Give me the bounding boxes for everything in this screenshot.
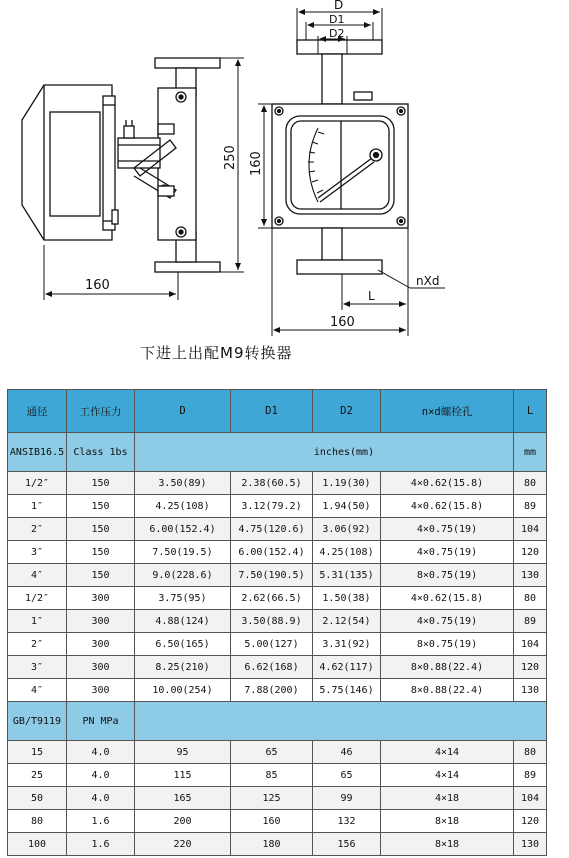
table-cell: 4.25(108) [313,541,381,564]
table-cell: 4×0.75(19) [381,518,514,541]
table-cell: 89 [514,764,547,787]
header-D2: D2 [313,390,381,433]
table-cell: 125 [231,787,313,810]
table-cell: 1.50(38) [313,587,381,610]
table-cell: 4.25(108) [135,495,231,518]
table-cell: 4.0 [67,787,135,810]
header-L: L [514,390,547,433]
table-cell: 3″ [8,541,67,564]
gb-standard: GB/T9119 [8,702,67,741]
table-row [8,472,547,495]
ansi-class: Class 1bs [67,433,135,472]
table-cell: 104 [514,787,547,810]
table-row [8,541,547,564]
table-cell: 160 [231,810,313,833]
table-cell: 6.50(165) [135,633,231,656]
table-cell: 2.12(54) [313,610,381,633]
table-cell: 1/2″ [8,472,67,495]
table-cell: 4″ [8,564,67,587]
ansi-subheader-row [8,433,547,472]
table-cell: 8×0.88(22.4) [381,656,514,679]
dim-250: 250 [223,145,238,170]
table-cell: 2.38(60.5) [231,472,313,495]
table-cell: 50 [8,787,67,810]
table-cell: 3.75(95) [135,587,231,610]
table-cell: 120 [514,656,547,679]
table-row [8,495,547,518]
table-cell: 132 [313,810,381,833]
table-cell: 220 [135,833,231,856]
ansi-section [8,433,547,702]
table-cell: 6.62(168) [231,656,313,679]
table-cell: 3.50(89) [135,472,231,495]
table-row [8,741,547,764]
table-cell: 95 [135,741,231,764]
table-cell: 150 [67,472,135,495]
table-cell: 4.75(120.6) [231,518,313,541]
table-cell: 4×14 [381,764,514,787]
table-cell: 80 [8,810,67,833]
table-cell: 2.62(66.5) [231,587,313,610]
table-cell: 130 [514,679,547,702]
table-cell: 1.19(30) [313,472,381,495]
table-cell: 104 [514,518,547,541]
header-bolt-holes: n×d螺栓孔 [381,390,514,433]
table-cell: 3.50(88.9) [231,610,313,633]
table-cell: 300 [67,587,135,610]
table-cell: 300 [67,610,135,633]
table-cell: 7.50(19.5) [135,541,231,564]
table-cell: 46 [313,741,381,764]
table-cell: 65 [231,741,313,764]
table-cell: 65 [313,764,381,787]
table-cell: 3″ [8,656,67,679]
header-D: D [135,390,231,433]
table-row [8,787,547,810]
table-cell: 1.6 [67,810,135,833]
table-cell: 4×14 [381,741,514,764]
dim-bolt-holes: nXd [416,274,440,288]
table-cell: 8.25(210) [135,656,231,679]
dim-D1: D1 [329,13,345,26]
table-cell: 80 [514,587,547,610]
table-cell: 150 [67,518,135,541]
table-cell: 89 [514,495,547,518]
table-cell: 8×18 [381,833,514,856]
table-row [8,833,547,856]
table-cell: 300 [67,656,135,679]
table-cell: 1.94(50) [313,495,381,518]
gb-subheader-row [8,702,547,741]
table-cell: 150 [67,541,135,564]
table-cell: 3.06(92) [313,518,381,541]
table-cell: 120 [514,810,547,833]
dim-right-vertical-160: 160 [249,151,264,176]
table-cell: 1/2″ [8,587,67,610]
header-nominal-size: 通径 [8,390,67,433]
flowmeter-drawing [0,0,569,385]
table-cell: 5.00(127) [231,633,313,656]
table-cell: 2″ [8,518,67,541]
table-cell: 4×18 [381,787,514,810]
table-cell: 180 [231,833,313,856]
ansi-l-unit: mm [514,433,547,472]
table-cell: 1″ [8,610,67,633]
dim-bottom-160: 160 [330,315,355,330]
table-cell: 156 [313,833,381,856]
table-cell: 165 [135,787,231,810]
gb-unit: PN MPa [67,702,135,741]
dim-D2: D2 [329,27,345,40]
table-cell: 3.12(79.2) [231,495,313,518]
table-row [8,518,547,541]
table-cell: 4×0.75(19) [381,541,514,564]
side-view [22,58,220,272]
table-cell: 9.0(228.6) [135,564,231,587]
table-cell: 115 [135,764,231,787]
header-D1: D1 [231,390,313,433]
table-row [8,810,547,833]
table-row [8,610,547,633]
dim-D: D [334,0,344,12]
table-row [8,679,547,702]
table-cell: 15 [8,741,67,764]
table-cell: 80 [514,741,547,764]
gb-section [8,702,547,856]
spec-table [7,389,547,856]
table-cell: 300 [67,679,135,702]
table-row [8,564,547,587]
table-cell: 2″ [8,633,67,656]
table-cell: 150 [67,495,135,518]
table-cell: 4×0.62(15.8) [381,587,514,610]
ansi-standard: ANSIB16.5 [8,433,67,472]
table-cell: 25 [8,764,67,787]
gb-subheader-blank [135,702,547,741]
table-cell: 6.00(152.4) [135,518,231,541]
table-cell: 10.00(254) [135,679,231,702]
table-cell: 100 [8,833,67,856]
table-cell: 89 [514,610,547,633]
table-cell: 8×18 [381,810,514,833]
dim-left-160: 160 [85,278,110,293]
table-cell: 1.6 [67,833,135,856]
table-cell: 4×0.62(15.8) [381,495,514,518]
table-cell: 99 [313,787,381,810]
table-cell: 130 [514,564,547,587]
table-cell: 80 [514,472,547,495]
dim-L: L [368,289,375,303]
table-cell: 8×0.75(19) [381,564,514,587]
table-row [8,587,547,610]
table-cell: 6.00(152.4) [231,541,313,564]
table-cell: 4.0 [67,741,135,764]
header-working-pressure: 工作压力 [67,390,135,433]
table-cell: 85 [231,764,313,787]
drawing-caption: 下进上出配M9转换器 [140,344,293,362]
table-cell: 1″ [8,495,67,518]
table-row [8,633,547,656]
table-cell: 300 [67,633,135,656]
table-cell: 130 [514,833,547,856]
table-row [8,656,547,679]
table-cell: 3.31(92) [313,633,381,656]
table-cell: 7.88(200) [231,679,313,702]
table-cell: 4×0.62(15.8) [381,472,514,495]
table-cell: 4.62(117) [313,656,381,679]
table-cell: 4″ [8,679,67,702]
table-cell: 8×0.88(22.4) [381,679,514,702]
table-header-row [8,390,547,433]
table-cell: 200 [135,810,231,833]
table-cell: 5.31(135) [313,564,381,587]
table-cell: 7.50(190.5) [231,564,313,587]
table-cell: 8×0.75(19) [381,633,514,656]
table-cell: 4.88(124) [135,610,231,633]
ansi-units: inches(mm) [135,433,514,472]
table-cell: 5.75(146) [313,679,381,702]
front-view [272,40,408,274]
table-cell: 150 [67,564,135,587]
table-cell: 4×0.75(19) [381,610,514,633]
table-cell: 120 [514,541,547,564]
table-row [8,764,547,787]
table-cell: 104 [514,633,547,656]
table-cell: 4.0 [67,764,135,787]
